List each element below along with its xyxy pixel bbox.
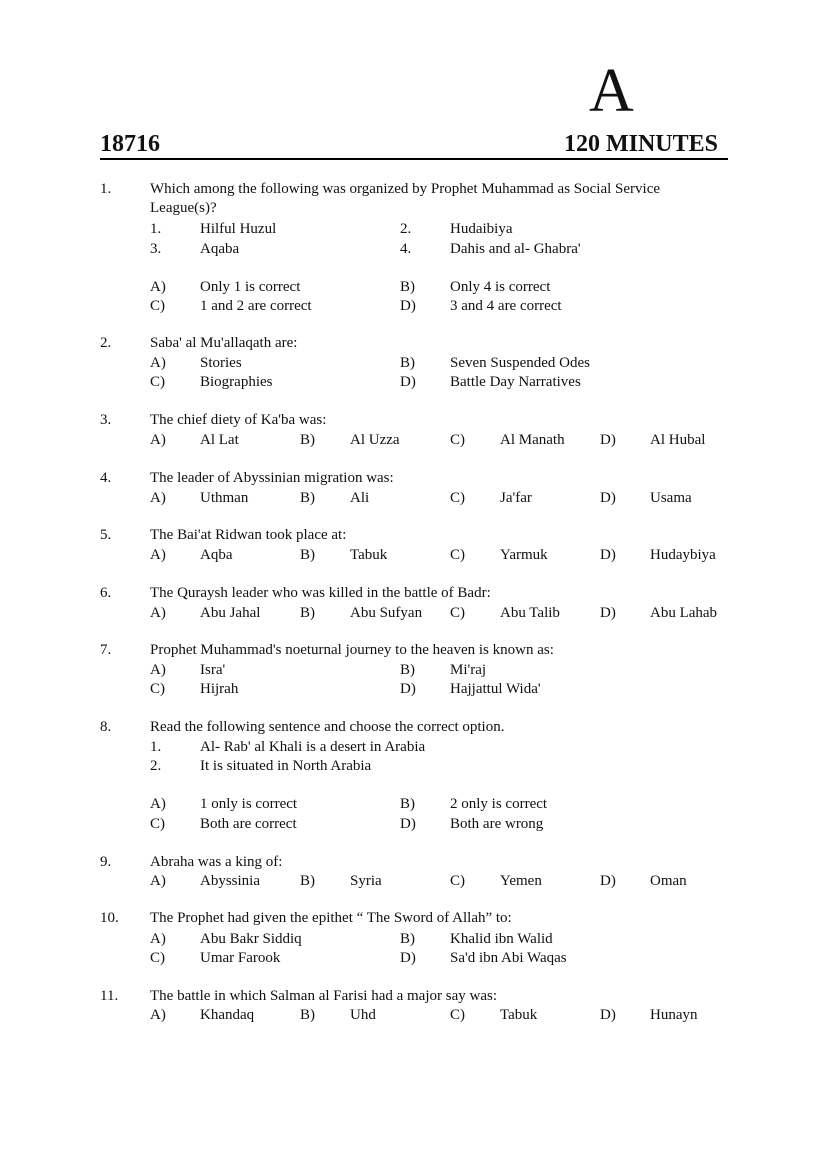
option-label: C) <box>150 374 165 390</box>
option-text: Usama <box>650 490 692 506</box>
option-text: Mi'raj <box>450 662 487 678</box>
option-text: Tabuk <box>350 547 388 563</box>
statement-text: Aqaba <box>200 241 240 257</box>
question-number: 1. <box>100 181 112 197</box>
question-text: The Bai'at Ridwan took place at: <box>150 527 347 543</box>
option-text: Yarmuk <box>500 547 548 563</box>
option-label: C) <box>150 681 165 697</box>
option-text: Aqba <box>200 547 233 563</box>
option-text: Abu Talib <box>500 605 560 621</box>
option-label: B) <box>400 662 415 678</box>
option-text: 3 and 4 are correct <box>450 298 562 314</box>
option-text: Al Manath <box>500 432 565 448</box>
option-text: Isra' <box>200 662 226 678</box>
option-label: A) <box>150 796 166 812</box>
option-text: 1 only is correct <box>200 796 298 812</box>
option-label: D) <box>600 873 616 889</box>
option-text: Abu Sufyan <box>350 605 423 621</box>
option-label: C) <box>150 950 165 966</box>
question-text: The leader of Abyssinian migration was: <box>150 470 394 486</box>
option-label: C) <box>150 298 165 314</box>
option-label: C) <box>450 605 465 621</box>
question-number: 11. <box>100 988 119 1004</box>
option-label: B) <box>300 490 315 506</box>
statement-text: Hudaibiya <box>450 221 513 237</box>
question-text: The battle in which Salman al Farisi had a major say was: <box>150 988 497 1004</box>
question-number: 4. <box>100 470 112 486</box>
paper-code: 18716 <box>100 131 160 157</box>
option-label: D) <box>600 605 616 621</box>
option-label: C) <box>450 873 465 889</box>
option-text: Battle Day Narratives <box>450 374 581 390</box>
question-text: The Prophet had given the epithet “ The Sword of Allah” to: <box>150 910 512 926</box>
question-number: 10. <box>100 910 119 926</box>
option-label: B) <box>300 873 315 889</box>
option-label: A) <box>150 432 166 448</box>
option-text: 1 and 2 are correct <box>200 298 312 314</box>
option-text: Khandaq <box>200 1007 255 1023</box>
option-label: D) <box>400 816 416 832</box>
option-label: B) <box>300 1007 315 1023</box>
option-label: B) <box>400 279 415 295</box>
option-text: Yemen <box>500 873 542 889</box>
option-text: Both are wrong <box>450 816 544 832</box>
option-text: Biographies <box>200 374 273 390</box>
question-text-continued: League(s)? <box>150 200 217 216</box>
question-number: 6. <box>100 585 112 601</box>
option-label: D) <box>600 490 616 506</box>
option-text: Uthman <box>200 490 249 506</box>
option-text: Hijrah <box>200 681 239 697</box>
option-text: Hunayn <box>650 1007 698 1023</box>
option-label: A) <box>150 355 166 371</box>
statement-label: 4. <box>400 241 412 257</box>
option-text: Khalid ibn Walid <box>450 931 553 947</box>
statement-label: 1. <box>150 221 162 237</box>
statement-text: Dahis and al- Ghabra' <box>450 241 581 257</box>
statement-label: 3. <box>150 241 162 257</box>
option-label: A) <box>150 873 166 889</box>
option-label: B) <box>300 605 315 621</box>
option-label: C) <box>450 432 465 448</box>
question-number: 5. <box>100 527 112 543</box>
option-label: C) <box>450 547 465 563</box>
statement-text: Al- Rab' al Khali is a desert in Arabia <box>200 739 426 755</box>
version-letter: A <box>589 57 634 125</box>
option-label: D) <box>400 681 416 697</box>
question-number: 8. <box>100 719 112 735</box>
time-limit: 120 MINUTES <box>563 131 718 157</box>
option-text: Only 4 is correct <box>450 279 551 295</box>
option-label: A) <box>150 490 166 506</box>
option-label: A) <box>150 931 166 947</box>
option-text: Syria <box>350 873 382 889</box>
option-label: B) <box>400 796 415 812</box>
option-text: Sa'd ibn Abi Waqas <box>450 950 567 966</box>
option-text: Both are correct <box>200 816 297 832</box>
statement-label: 1. <box>150 739 162 755</box>
question-number: 2. <box>100 335 112 351</box>
option-label: C) <box>450 490 465 506</box>
option-text: Hajjattul Wida' <box>450 681 541 697</box>
question-text: Read the following sentence and choose the correct option. <box>150 719 505 735</box>
option-text: Al Lat <box>200 432 239 448</box>
option-label: D) <box>400 374 416 390</box>
option-label: D) <box>400 950 416 966</box>
option-label: C) <box>150 816 165 832</box>
option-label: D) <box>600 1007 616 1023</box>
question-text: Which among the following was organized by Prophet Muhammad as Social Service <box>150 181 661 197</box>
option-text: Oman <box>650 873 687 889</box>
option-text: Al Hubal <box>650 432 706 448</box>
option-label: B) <box>400 931 415 947</box>
option-text: Abu Lahab <box>650 605 718 621</box>
option-label: D) <box>600 547 616 563</box>
option-text: Ali <box>350 490 370 506</box>
option-label: A) <box>150 662 166 678</box>
option-label: B) <box>300 547 315 563</box>
option-label: B) <box>300 432 315 448</box>
option-text: 2 only is correct <box>450 796 548 812</box>
option-text: Stories <box>200 355 242 371</box>
option-text: Abu Bakr Siddiq <box>200 931 302 947</box>
option-text: Hudaybiya <box>650 547 716 563</box>
question-text: Abraha was a king of: <box>150 854 283 870</box>
header-rule <box>100 158 728 160</box>
option-text: Ja'far <box>500 490 532 506</box>
option-text: Seven Suspended Odes <box>450 355 590 371</box>
question-text: Saba' al Mu'allaqath are: <box>150 335 298 351</box>
option-text: Abu Jahal <box>200 605 261 621</box>
statement-text: It is situated in North Arabia <box>200 758 372 774</box>
option-text: Umar Farook <box>200 950 281 966</box>
question-number: 9. <box>100 854 112 870</box>
option-text: Tabuk <box>500 1007 538 1023</box>
question-number: 3. <box>100 412 112 428</box>
question-number: 7. <box>100 642 112 658</box>
option-text: Al Uzza <box>350 432 400 448</box>
option-label: A) <box>150 279 166 295</box>
statement-text: Hilful Huzul <box>200 221 277 237</box>
option-label: C) <box>450 1007 465 1023</box>
option-label: A) <box>150 1007 166 1023</box>
question-text: The Quraysh leader who was killed in the battle of Badr: <box>150 585 491 601</box>
option-label: B) <box>400 355 415 371</box>
option-label: A) <box>150 547 166 563</box>
question-text: The chief diety of Ka'ba was: <box>150 412 327 428</box>
option-text: Uhd <box>350 1007 376 1023</box>
option-label: D) <box>600 432 616 448</box>
statement-label: 2. <box>400 221 412 237</box>
option-text: Only 1 is correct <box>200 279 301 295</box>
statement-label: 2. <box>150 758 162 774</box>
option-label: D) <box>400 298 416 314</box>
option-text: Abyssinia <box>200 873 260 889</box>
option-label: A) <box>150 605 166 621</box>
question-text: Prophet Muhammad's noeturnal journey to the heaven is known as: <box>150 642 554 658</box>
